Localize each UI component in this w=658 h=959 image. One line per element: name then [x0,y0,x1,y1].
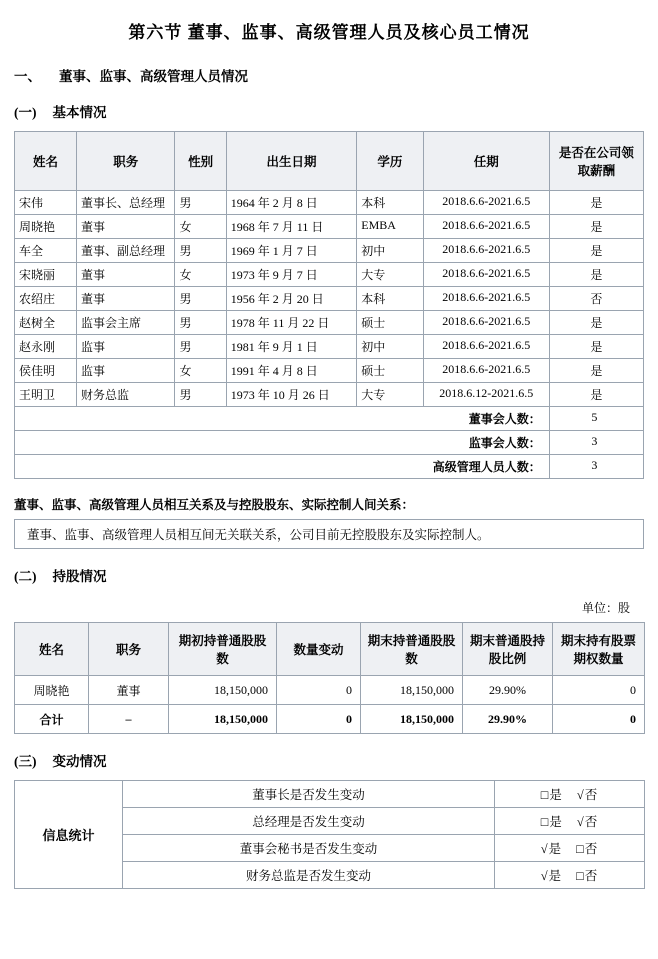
cell-education: EMBA [357,215,423,239]
change-answer [495,862,645,889]
cell-post: 监事会主席 [77,311,175,335]
cell-term: 2018.6.6-2021.6.5 [423,287,549,311]
subsection-label: 变动情况 [52,754,107,769]
cell-begin-shares: 18,150,000 [169,705,277,734]
page-title: 第六节 董事、监事、高级管理人员及核心员工情况 [128,23,530,42]
cell-name: 侯佳明 [15,359,77,383]
table-header-row [15,132,644,191]
cell-name: 合计 [15,705,89,734]
cell-name: 王明卫 [15,383,77,407]
cell-change: 0 [277,705,361,734]
cell-post: 董事 [77,215,175,239]
cell-education: 硕士 [357,359,423,383]
cell-paid: 是 [549,239,643,263]
subsection-number: (一) [14,105,37,120]
summary-label: 高级管理人员人数： [15,455,550,479]
cell-name: 周晓艳 [15,215,77,239]
subsection-number: (二) [14,569,37,584]
col-begin-shares: 期初持普通股股数 [169,623,277,676]
col-change: 数量变动 [277,623,361,676]
cell-begin-shares: 18,150,000 [169,676,277,705]
table-row [15,676,645,705]
cell-term: 2018.6.6-2021.6.5 [423,239,549,263]
section-number: 一、 [14,69,41,84]
summary-label: 董事会人数： [15,407,550,431]
col-options: 期末持有股票期权数量 [553,623,645,676]
col-end-shares: 期末持普通股股数 [361,623,463,676]
cell-post: – [89,705,169,734]
col-education: 学历 [357,132,423,191]
cell-gender: 女 [175,359,226,383]
cell-paid: 是 [549,335,643,359]
cell-name: 赵永刚 [15,335,77,359]
cell-education: 初中 [357,335,423,359]
cell-name: 车全 [15,239,77,263]
relation-note-title: 董事、监事、高级管理人员相互关系及与控股股东、实际控制人间关系： [14,498,415,512]
cell-birthdate: 1969 年 1 月 7 日 [226,239,357,263]
subsection-label: 基本情况 [52,105,107,120]
cell-post: 监事 [77,359,175,383]
cell-birthdate: 1981 年 9 月 1 日 [226,335,357,359]
basic-info-table [14,131,644,479]
info-stat-label: 信息统计 [15,781,123,889]
col-paid: 是否在公司领取薪酬 [549,132,643,191]
cell-term: 2018.6.6-2021.6.5 [423,191,549,215]
cell-birthdate: 1973 年 10 月 26 日 [226,383,357,407]
subsection-heading-change [14,750,658,770]
change-answer-no: √否 [576,815,599,829]
change-answer-yes: √是 [540,869,563,883]
summary-label: 监事会人数： [15,431,550,455]
cell-gender: 男 [175,239,226,263]
cell-education: 本科 [357,287,423,311]
cell-birthdate: 1964 年 2 月 8 日 [226,191,357,215]
change-answer-yes: □是 [540,788,563,802]
cell-name: 周晓艳 [15,676,89,705]
unit-label: 单位：股 [581,601,630,615]
cell-education: 大专 [357,263,423,287]
change-answer [495,781,645,808]
cell-gender: 男 [175,287,226,311]
cell-name: 宋晓丽 [15,263,77,287]
cell-name: 宋伟 [15,191,77,215]
change-answer-no: □否 [576,869,599,883]
summary-value: 3 [549,455,643,479]
col-gender: 性别 [175,132,226,191]
col-birthdate: 出生日期 [226,132,357,191]
cell-term: 2018.6.6-2021.6.5 [423,335,549,359]
cell-paid: 是 [549,263,643,287]
cell-paid: 是 [549,215,643,239]
table-row [15,335,644,359]
cell-birthdate: 1968 年 7 月 11 日 [226,215,357,239]
section-heading-1 [14,65,658,85]
cell-education: 初中 [357,239,423,263]
col-end-ratio: 期末普通股持股比例 [463,623,553,676]
cell-post: 董事 [77,287,175,311]
change-answer [495,835,645,862]
table-row [15,191,644,215]
cell-post: 董事、副总经理 [77,239,175,263]
cell-gender: 女 [175,215,226,239]
cell-term: 2018.6.6-2021.6.5 [423,359,549,383]
table-row [15,383,644,407]
table-header-row [15,623,645,676]
cell-gender: 男 [175,335,226,359]
document-page [0,18,658,959]
summary-row-supervisors [15,431,644,455]
col-name: 姓名 [15,623,89,676]
change-question: 财务总监是否发生变动 [123,862,495,889]
change-question: 总经理是否发生变动 [123,808,495,835]
subsection-label: 持股情况 [52,569,107,584]
cell-options: 0 [553,705,645,734]
table-row [15,781,645,808]
cell-post: 财务总监 [77,383,175,407]
cell-end-shares: 18,150,000 [361,705,463,734]
cell-paid: 是 [549,383,643,407]
subsection-number: (三) [14,754,37,769]
table-row [15,239,644,263]
cell-paid: 是 [549,191,643,215]
change-answer [495,808,645,835]
cell-education: 硕士 [357,311,423,335]
cell-change: 0 [277,676,361,705]
cell-end-ratio: 29.90% [463,676,553,705]
cell-post: 监事 [77,335,175,359]
holding-table [14,622,645,734]
change-answer-yes: √是 [540,842,563,856]
summary-row-executives [15,455,644,479]
cell-options: 0 [553,676,645,705]
change-info-table [14,780,645,889]
cell-term: 2018.6.12-2021.6.5 [423,383,549,407]
subsection-heading-basic [14,101,658,121]
cell-paid: 否 [549,287,643,311]
cell-name: 赵树全 [15,311,77,335]
relation-note-body: 董事、监事、高级管理人员相互间无关联关系，公司目前无控股股东及实际控制人。 [14,519,644,549]
change-question: 董事长是否发生变动 [123,781,495,808]
table-row [15,287,644,311]
col-term: 任期 [423,132,549,191]
cell-gender: 男 [175,383,226,407]
cell-term: 2018.6.6-2021.6.5 [423,215,549,239]
change-answer-no: □否 [576,842,599,856]
table-row [15,359,644,383]
change-question: 董事会秘书是否发生变动 [123,835,495,862]
section-label: 董事、监事、高级管理人员情况 [59,69,248,84]
change-answer-yes: □是 [540,815,563,829]
cell-paid: 是 [549,311,643,335]
table-row [15,311,644,335]
cell-name: 农绍庄 [15,287,77,311]
cell-birthdate: 1956 年 2 月 20 日 [226,287,357,311]
subsection-heading-holding [14,565,658,585]
cell-end-ratio: 29.90% [463,705,553,734]
col-name: 姓名 [15,132,77,191]
summary-row-board [15,407,644,431]
cell-birthdate: 1978 年 11 月 22 日 [226,311,357,335]
table-row [15,263,644,287]
col-post: 职务 [89,623,169,676]
cell-education: 大专 [357,383,423,407]
cell-birthdate: 1991 年 4 月 8 日 [226,359,357,383]
cell-gender: 女 [175,263,226,287]
cell-gender: 男 [175,311,226,335]
cell-birthdate: 1973 年 9 月 7 日 [226,263,357,287]
summary-value: 3 [549,431,643,455]
cell-term: 2018.6.6-2021.6.5 [423,311,549,335]
cell-gender: 男 [175,191,226,215]
table-row [15,215,644,239]
col-post: 职务 [77,132,175,191]
cell-post: 董事 [89,676,169,705]
summary-value: 5 [549,407,643,431]
cell-end-shares: 18,150,000 [361,676,463,705]
cell-paid: 是 [549,359,643,383]
change-answer-no: √否 [576,788,599,802]
cell-education: 本科 [357,191,423,215]
cell-post: 董事长、总经理 [77,191,175,215]
cell-term: 2018.6.6-2021.6.5 [423,263,549,287]
table-total-row [15,705,645,734]
cell-post: 董事 [77,263,175,287]
